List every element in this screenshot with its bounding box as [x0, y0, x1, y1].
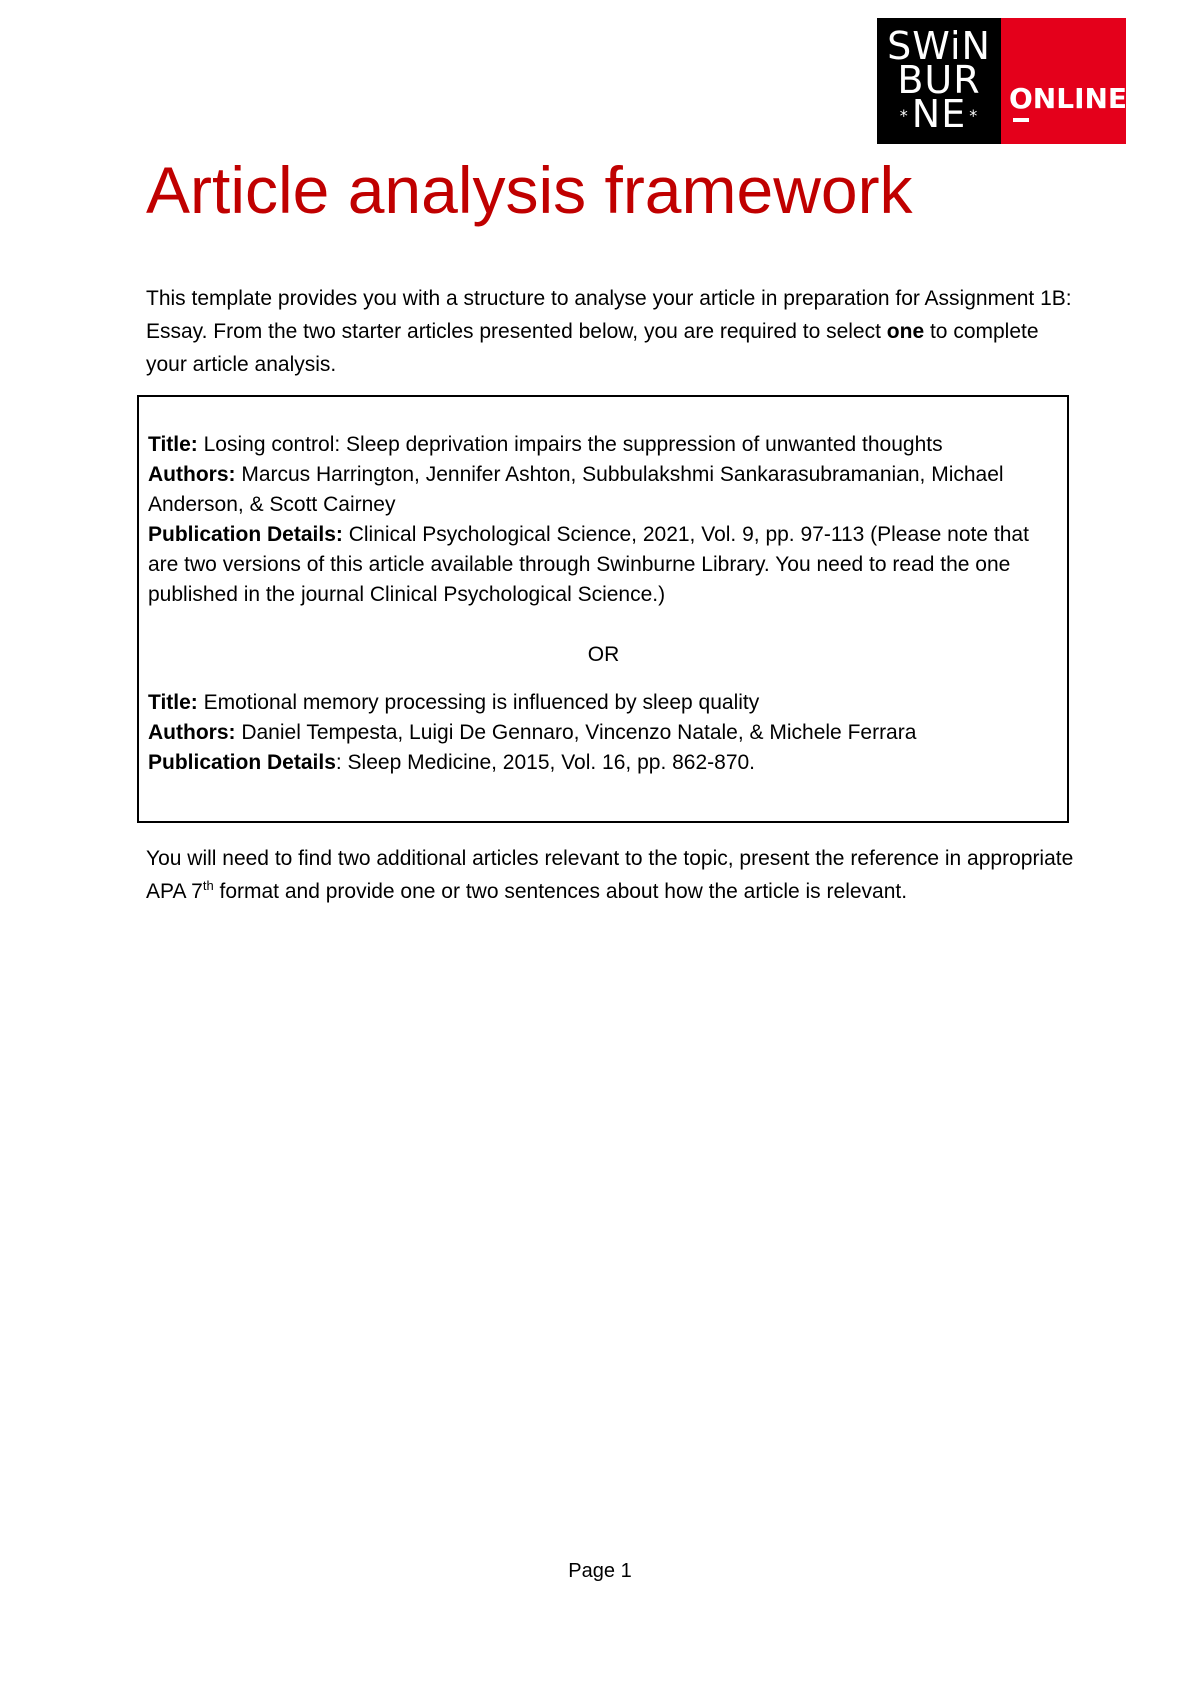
or-separator: OR	[587, 643, 620, 666]
article-2-authors: Authors: Daniel Tempesta, Luigi De Gennaro, Vincenzo Natale, & Michele Ferrara	[148, 721, 917, 744]
article-option-2	[148, 688, 1059, 778]
swinburne-online-logo	[877, 18, 1126, 144]
logo-line-2: BUR	[897, 57, 981, 102]
logo-online-text: ONLINE	[1009, 82, 1128, 115]
article-1-authors: Authors: Marcus Harrington, Jennifer Ashton, Subbulakshmi Sankarasubramanian, Michael Anderson, & Scott Cairney	[148, 463, 1004, 516]
article-1-publication: Publication Details: Clinical Psychological Science, 2021, Vol. 9, pp. 97-113 (Please note that are two versions of this article available through Swinburne Library. You need to read the one published in the journal Clinical Psychological Science.)	[148, 523, 1029, 606]
logo-star-icon: *	[969, 106, 979, 126]
article-1-title: Title: Losing control: Sleep deprivation impairs the suppression of unwanted thoughts	[148, 433, 943, 456]
intro-paragraph: This template provides you with a structure to analyse your article in preparation for Assignment 1B: Essay. From the two starter articles presented below, you are required to select one to complete your article analysis.	[146, 287, 1072, 376]
article-option-1	[148, 430, 1059, 610]
logo-star-icon: *	[899, 106, 909, 126]
logo-dash	[1013, 118, 1029, 122]
page-number: Page 1	[568, 1560, 632, 1582]
followup-paragraph: You will need to find two additional articles relevant to the topic, present the reference in appropriate APA 7th format and provide one or two sentences about how the article is relevant.	[146, 847, 1074, 903]
article-options-box	[137, 395, 1069, 823]
logo-line-1: SWiN	[887, 23, 991, 68]
logo-online-block	[1001, 18, 1126, 144]
superscript-th: th	[202, 878, 214, 893]
page-title: Article analysis framework	[146, 153, 913, 227]
article-2-publication: Publication Details: Sleep Medicine, 2015, Vol. 16, pp. 862-870.	[148, 751, 756, 774]
logo-line-3: *NE *	[899, 91, 979, 136]
logo-wordmark	[877, 18, 1001, 144]
article-2-title: Title: Emotional memory processing is influenced by sleep quality	[148, 691, 760, 714]
intro-emphasis: one	[886, 320, 925, 343]
